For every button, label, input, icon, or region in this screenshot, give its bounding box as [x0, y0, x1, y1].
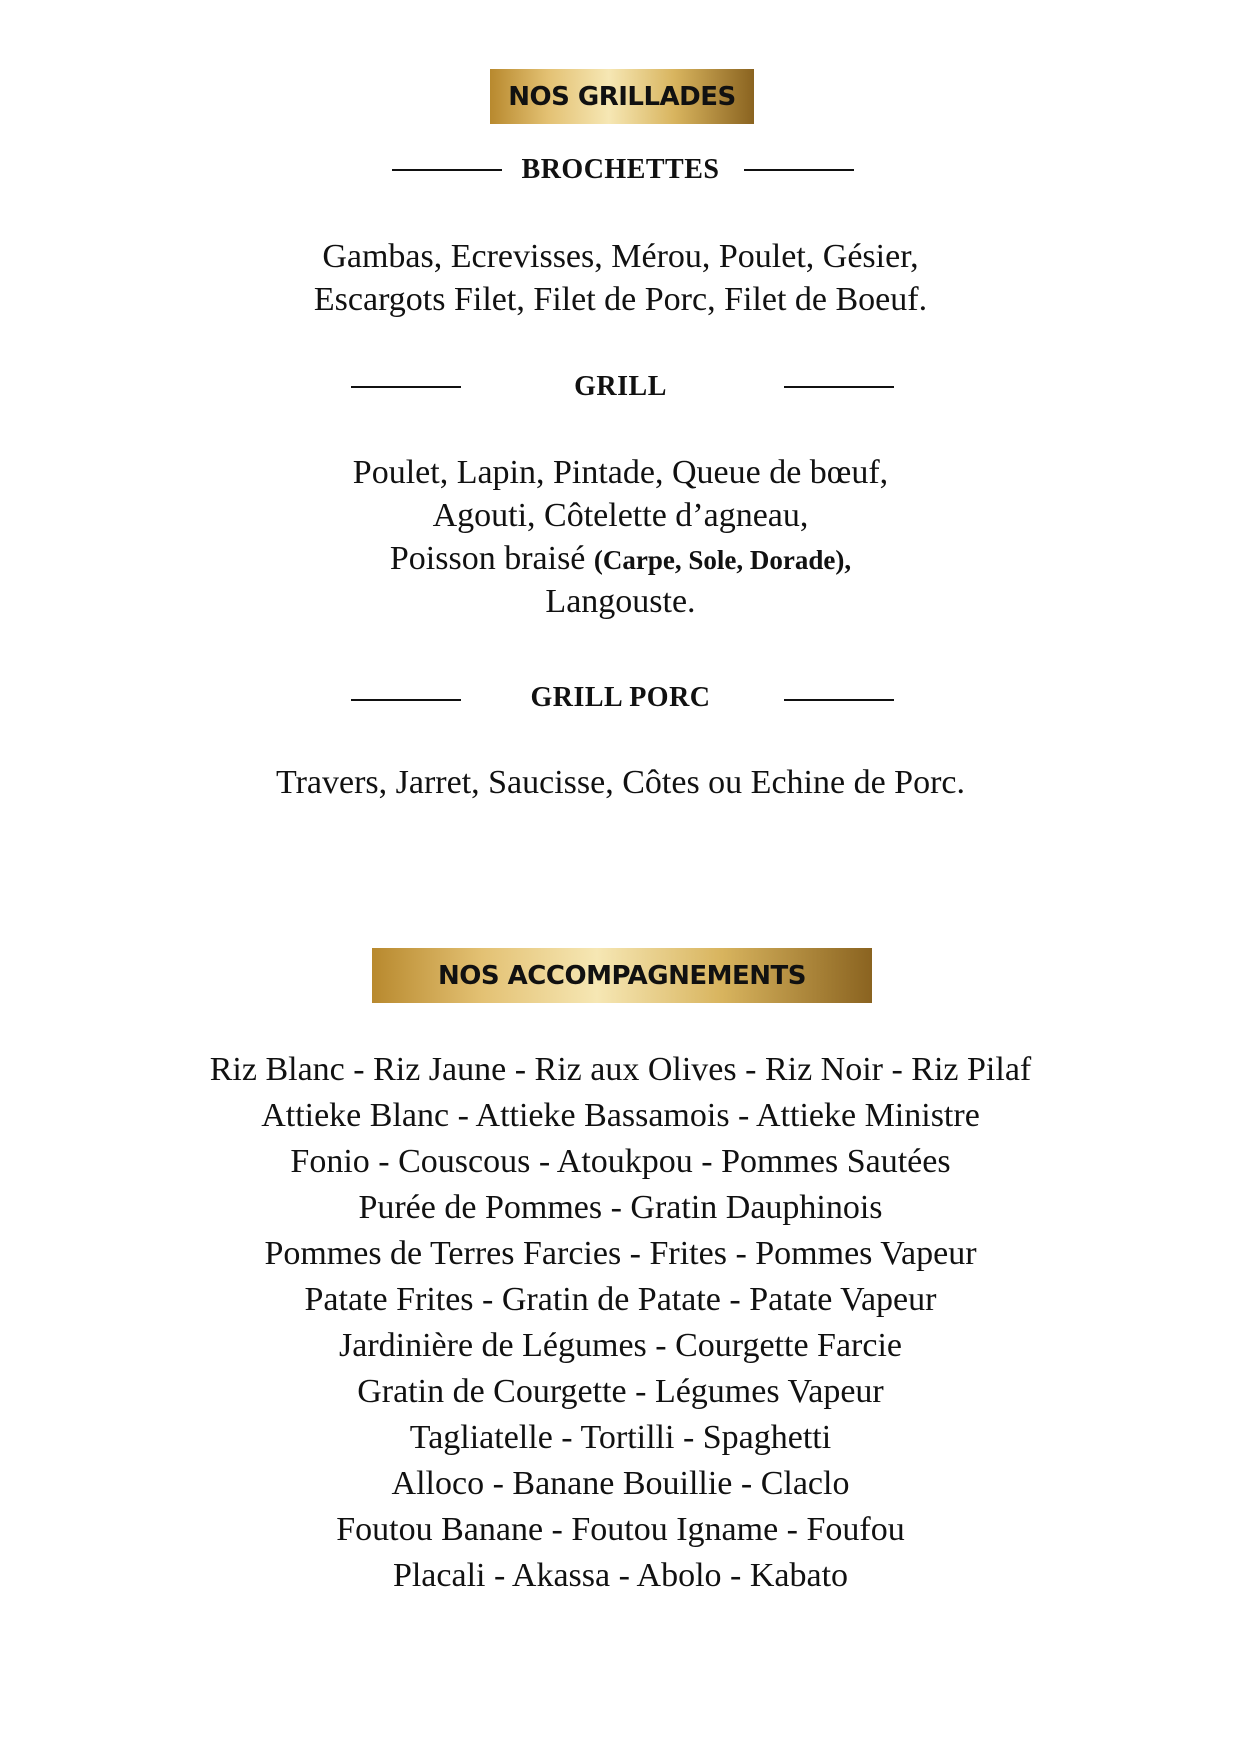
grill-porc-rule-right — [784, 699, 894, 701]
grillades-banner: NOS GRILLADES — [490, 69, 754, 124]
accompagnement-line: Fonio - Couscous - Atoukpou - Pommes Sautées — [290, 1143, 951, 1180]
grill-porc-heading: GRILL PORC — [530, 682, 711, 713]
grill-poisson-label: Poisson braisé — [389, 540, 586, 577]
brochettes-line-1: Gambas, Ecrevisses, Mérou, Poulet, Gésier, — [322, 238, 919, 275]
accompagnement-line: Gratin de Courgette - Légumes Vapeur — [357, 1373, 884, 1410]
grill-poisson-varieties: (Carpe, Sole, Dorade), — [593, 545, 852, 575]
accompagnement-line: Foutou Banane - Foutou Igname - Foufou — [336, 1511, 905, 1548]
grill-line-3 — [0, 537, 1241, 582]
brochettes-heading: BROCHETTES — [521, 154, 720, 185]
accompagnement-line: Riz Blanc - Riz Jaune - Riz aux Olives - Riz Noir - Riz Pilaf — [209, 1051, 1032, 1088]
accompagnement-line: Attieke Blanc - Attieke Bassamois - Attieke Ministre — [261, 1097, 980, 1134]
brochettes-rule-right — [744, 169, 854, 171]
grill-line-1: Poulet, Lapin, Pintade, Queue de bœuf, — [352, 454, 889, 491]
accompagnement-line: Alloco - Banane Bouillie - Claclo — [391, 1465, 850, 1502]
grill-rule-right — [784, 386, 894, 388]
brochettes-line-2: Escargots Filet, Filet de Porc, Filet de Boeuf. — [313, 281, 928, 318]
accompagnement-line: Purée de Pommes - Gratin Dauphinois — [358, 1189, 883, 1226]
accompagnement-line: Jardinière de Légumes - Courgette Farcie — [339, 1327, 902, 1364]
accompagnements-banner: NOS ACCOMPAGNEMENTS — [372, 948, 872, 1003]
accompagnement-line: Placali - Akassa - Abolo - Kabato — [392, 1557, 849, 1594]
grill-heading: GRILL — [574, 371, 667, 402]
grill-porc-line-1: Travers, Jarret, Saucisse, Côtes ou Echine de Porc. — [276, 764, 965, 801]
accompagnement-line: Pommes de Terres Farcies - Frites - Pommes Vapeur — [264, 1235, 977, 1272]
accompagnement-line: Patate Frites - Gratin de Patate - Patate Vapeur — [304, 1281, 937, 1318]
grill-line-4: Langouste. — [545, 583, 696, 620]
grill-line-2: Agouti, Côtelette d’agneau, — [432, 497, 809, 534]
accompagnement-line: Tagliatelle - Tortilli - Spaghetti — [409, 1419, 832, 1456]
